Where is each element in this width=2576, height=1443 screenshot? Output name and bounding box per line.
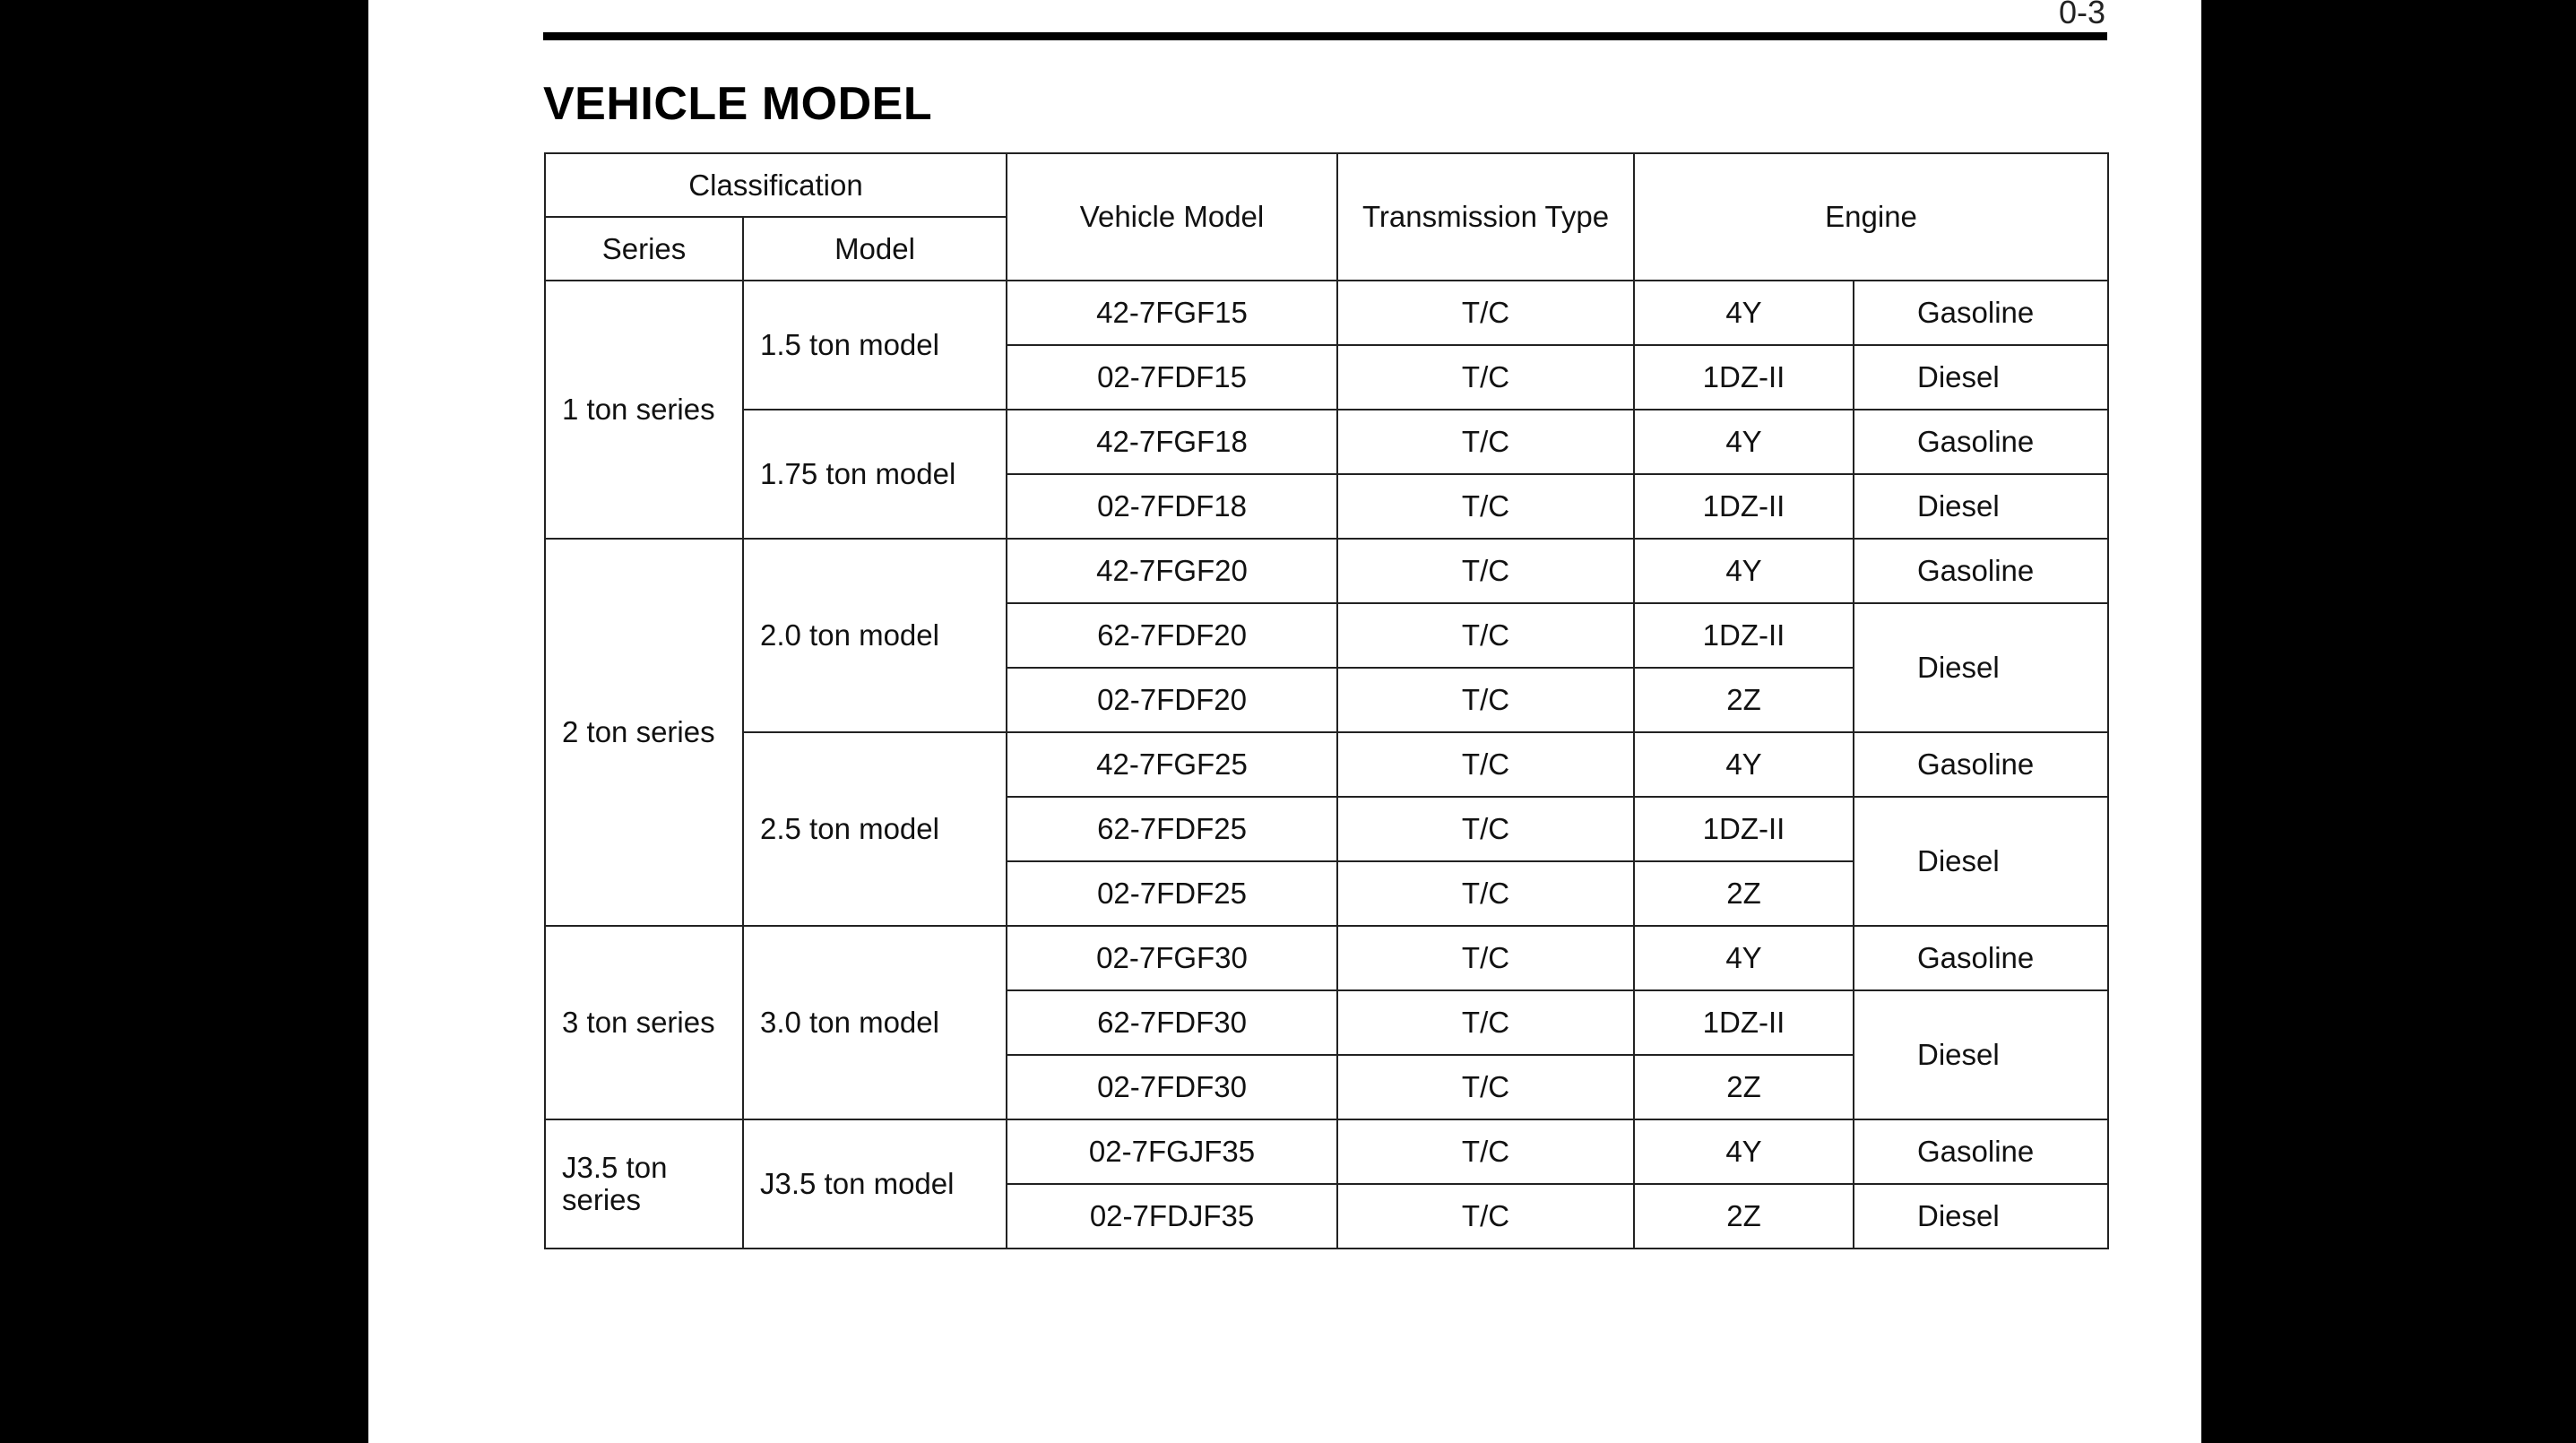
vehicle-model-cell: 02-7FDF30 bbox=[1007, 1055, 1337, 1119]
model-cell: 3.0 ton model bbox=[743, 926, 1007, 1119]
transmission-cell: T/C bbox=[1337, 281, 1634, 345]
fuel-cell: Gasoline bbox=[1854, 539, 2108, 603]
engine-cell: 2Z bbox=[1634, 668, 1854, 732]
series-cell: 3 ton series bbox=[545, 926, 743, 1119]
transmission-cell: T/C bbox=[1337, 861, 1634, 926]
transmission-cell: T/C bbox=[1337, 345, 1634, 410]
vehicle-model-cell: 02-7FDJF35 bbox=[1007, 1184, 1337, 1249]
table-row bbox=[545, 539, 2108, 603]
transmission-cell: T/C bbox=[1337, 668, 1634, 732]
transmission-type-header: Transmission Type bbox=[1337, 153, 1634, 281]
transmission-cell: T/C bbox=[1337, 797, 1634, 861]
model-cell: J3.5 ton model bbox=[743, 1119, 1007, 1249]
vehicle-model-cell: 42-7FGF18 bbox=[1007, 410, 1337, 474]
vehicle-model-header: Vehicle Model bbox=[1007, 153, 1337, 281]
vehicle-model-cell: 42-7FGF15 bbox=[1007, 281, 1337, 345]
fuel-cell: Gasoline bbox=[1854, 732, 2108, 797]
series-cell: J3.5 ton series bbox=[545, 1119, 743, 1249]
fuel-cell: Diesel bbox=[1854, 990, 2108, 1119]
transmission-cell: T/C bbox=[1337, 990, 1634, 1055]
engine-cell: 1DZ-II bbox=[1634, 345, 1854, 410]
engine-cell: 1DZ-II bbox=[1634, 797, 1854, 861]
page-number: 0-3 bbox=[2059, 0, 2106, 30]
table-row bbox=[545, 410, 2108, 474]
transmission-cell: T/C bbox=[1337, 539, 1634, 603]
transmission-cell: T/C bbox=[1337, 410, 1634, 474]
engine-cell: 1DZ-II bbox=[1634, 603, 1854, 668]
fuel-cell: Gasoline bbox=[1854, 926, 2108, 990]
model-cell: 2.0 ton model bbox=[743, 539, 1007, 732]
fuel-cell: Diesel bbox=[1854, 797, 2108, 926]
vehicle-model-cell: 02-7FDF25 bbox=[1007, 861, 1337, 926]
vehicle-model-cell: 02-7FGF30 bbox=[1007, 926, 1337, 990]
engine-cell: 2Z bbox=[1634, 861, 1854, 926]
transmission-cell: T/C bbox=[1337, 1184, 1634, 1249]
model-cell: 1.75 ton model bbox=[743, 410, 1007, 539]
table-row bbox=[545, 281, 2108, 345]
vehicle-model-cell: 02-7FDF18 bbox=[1007, 474, 1337, 539]
vehicle-model-cell: 42-7FGF25 bbox=[1007, 732, 1337, 797]
engine-header: Engine bbox=[1634, 153, 2108, 281]
table-row bbox=[545, 926, 2108, 990]
model-cell: 2.5 ton model bbox=[743, 732, 1007, 926]
vehicle-model-cell: 02-7FDF20 bbox=[1007, 668, 1337, 732]
transmission-cell: T/C bbox=[1337, 732, 1634, 797]
vehicle-model-cell: 62-7FDF20 bbox=[1007, 603, 1337, 668]
fuel-cell: Diesel bbox=[1854, 1184, 2108, 1249]
engine-cell: 4Y bbox=[1634, 1119, 1854, 1184]
engine-cell: 4Y bbox=[1634, 410, 1854, 474]
series-cell: 2 ton series bbox=[545, 539, 743, 926]
header-rule bbox=[543, 32, 2107, 40]
series-header: Series bbox=[545, 217, 743, 281]
fuel-cell: Gasoline bbox=[1854, 410, 2108, 474]
vehicle-model-cell: 02-7FDF15 bbox=[1007, 345, 1337, 410]
vehicle-model-cell: 02-7FGJF35 bbox=[1007, 1119, 1337, 1184]
fuel-cell: Diesel bbox=[1854, 474, 2108, 539]
vehicle-model-table bbox=[544, 152, 2109, 1249]
vehicle-model-cell: 62-7FDF25 bbox=[1007, 797, 1337, 861]
section-title: VEHICLE MODEL bbox=[543, 78, 933, 130]
fuel-cell: Gasoline bbox=[1854, 281, 2108, 345]
transmission-cell: T/C bbox=[1337, 1055, 1634, 1119]
engine-cell: 1DZ-II bbox=[1634, 474, 1854, 539]
engine-cell: 4Y bbox=[1634, 281, 1854, 345]
table-header-row bbox=[545, 153, 2108, 217]
fuel-cell: Gasoline bbox=[1854, 1119, 2108, 1184]
engine-cell: 2Z bbox=[1634, 1184, 1854, 1249]
transmission-cell: T/C bbox=[1337, 474, 1634, 539]
document-page bbox=[368, 0, 2201, 1443]
model-header: Model bbox=[743, 217, 1007, 281]
series-cell: 1 ton series bbox=[545, 281, 743, 539]
model-cell: 1.5 ton model bbox=[743, 281, 1007, 410]
vehicle-model-cell: 42-7FGF20 bbox=[1007, 539, 1337, 603]
fuel-cell: Diesel bbox=[1854, 345, 2108, 410]
classification-header: Classification bbox=[545, 153, 1007, 217]
fuel-cell: Diesel bbox=[1854, 603, 2108, 732]
table-row bbox=[545, 1119, 2108, 1184]
engine-cell: 2Z bbox=[1634, 1055, 1854, 1119]
engine-cell: 1DZ-II bbox=[1634, 990, 1854, 1055]
vehicle-model-cell: 62-7FDF30 bbox=[1007, 990, 1337, 1055]
transmission-cell: T/C bbox=[1337, 926, 1634, 990]
table-row bbox=[545, 732, 2108, 797]
engine-cell: 4Y bbox=[1634, 926, 1854, 990]
engine-cell: 4Y bbox=[1634, 539, 1854, 603]
transmission-cell: T/C bbox=[1337, 603, 1634, 668]
transmission-cell: T/C bbox=[1337, 1119, 1634, 1184]
engine-cell: 4Y bbox=[1634, 732, 1854, 797]
